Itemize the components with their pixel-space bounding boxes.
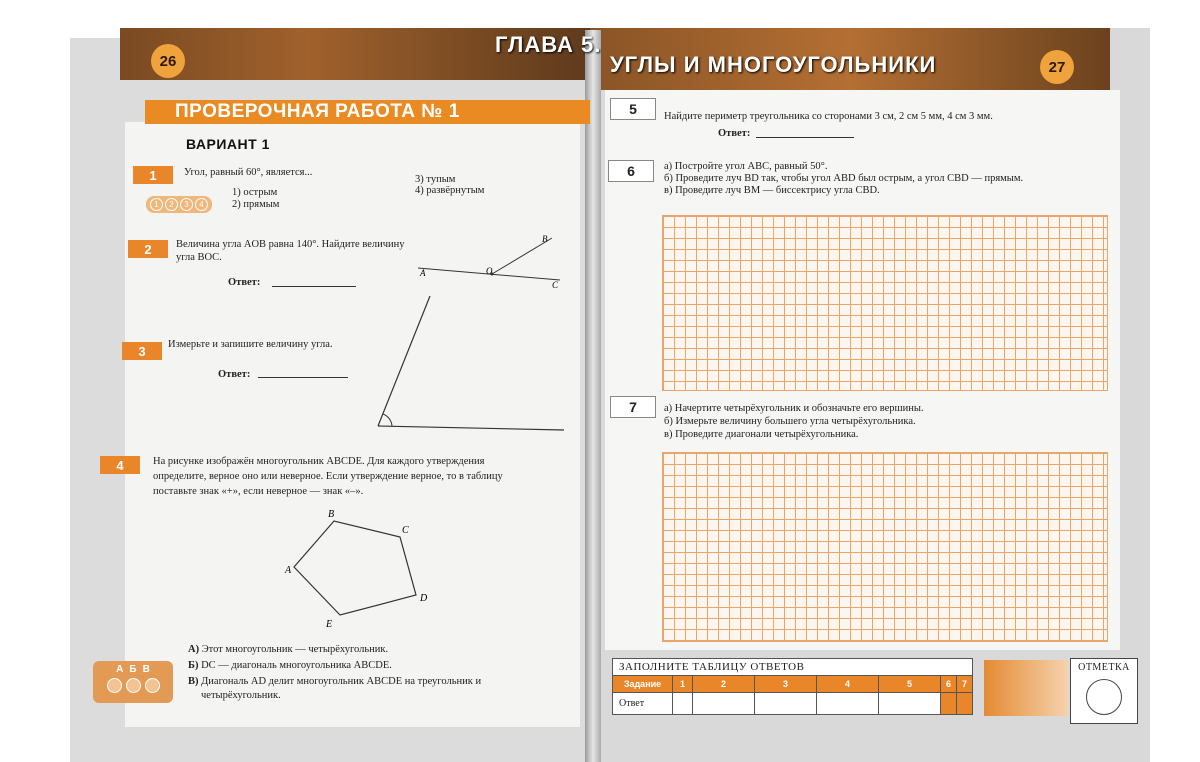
variant-title: ВАРИАНТ 1 (186, 136, 270, 152)
answer-bubble[interactable]: 3 (180, 198, 193, 211)
task-5-answer-label: Ответ: (718, 128, 751, 139)
answer-table-column: 7 (957, 676, 973, 693)
task-3-answer-line[interactable] (258, 377, 348, 378)
task-1-answer-bubbles (146, 196, 212, 213)
vertex-label: D (420, 593, 428, 604)
point-label: A (420, 268, 426, 278)
answer-circle[interactable] (126, 678, 141, 693)
task-7-line-a: а) Начертите четырёхугольник и обозначьте его вершины. (664, 403, 924, 414)
task-6-drawing-grid[interactable] (662, 215, 1108, 391)
task-1-question: Угол, равный 60°, является... (184, 167, 313, 178)
chapter-subtitle: УГЛЫ И МНОГОУГОЛЬНИКИ (610, 52, 937, 77)
task-1-option-1[interactable]: 1) острым (232, 187, 278, 198)
task-3-number: 3 (122, 342, 162, 360)
answer-cell[interactable] (693, 693, 755, 715)
statement-b-text: DC — диагональ многоугольника ABCDE. (201, 660, 392, 671)
grade-box (1070, 658, 1138, 724)
task-4-question-line-3: поставьте знак «+», если неверное — знак «–». (153, 486, 364, 497)
task-3-question: Измерьте и запишите величину угла. (168, 339, 333, 350)
task-3-answer-label: Ответ: (218, 369, 251, 380)
statement-a-label: А) (188, 644, 200, 655)
answer-table-column: 1 (673, 676, 693, 693)
answer-letter: Б (129, 664, 137, 675)
task-4-polygon-figure (280, 505, 440, 630)
vertex-label: E (326, 619, 333, 630)
task-2-answer-line[interactable] (272, 286, 356, 287)
statement-c-label: В) (188, 676, 199, 687)
answer-table-header-label: Задание (613, 676, 673, 693)
book-spine (585, 30, 601, 762)
task-6-line-a: а) Постройте угол ABC, равный 50°. (664, 161, 828, 172)
vertex-label: B (328, 509, 335, 520)
statement-b (188, 659, 392, 672)
point-label: B (542, 234, 548, 244)
answer-cell[interactable] (957, 693, 973, 715)
task-7-line-c: в) Проведите диагонали четырёхугольника. (664, 429, 859, 440)
vertex-label: C (402, 525, 409, 536)
answer-table-column: 3 (755, 676, 817, 693)
answer-cell[interactable] (941, 693, 957, 715)
answer-table-column: 5 (879, 676, 941, 693)
task-2-number: 2 (128, 240, 168, 258)
grade-circle[interactable] (1086, 679, 1122, 715)
task-4-question-line-1: На рисунке изображён многоугольник ABCDE. Для каждого утверждения (153, 456, 485, 467)
statement-c-continued: четырёхугольник. (201, 690, 281, 701)
task-4-question-line-2: определите, верное оно или неверное. Если утверждение верное, то в таблицу (153, 471, 503, 482)
answer-letter: В (142, 664, 150, 675)
answer-table-column: 6 (941, 676, 957, 693)
answer-cell[interactable] (879, 693, 941, 715)
vertex-label: A (285, 565, 292, 576)
answer-bubble[interactable]: 4 (195, 198, 208, 211)
answer-table-title: ЗАПОЛНИТЕ ТАБЛИЦУ ОТВЕТОВ (613, 659, 973, 676)
answer-table (612, 658, 973, 715)
task-5-number: 5 (610, 98, 656, 120)
page-number-right: 27 (1040, 50, 1074, 84)
task-2-question-line-1: Величина угла AOB равна 140°. Найдите величину (176, 239, 405, 250)
answer-table-column: 4 (817, 676, 879, 693)
point-label: C (552, 280, 559, 290)
point-label: O (486, 266, 493, 276)
answer-table-decoration (984, 660, 1068, 716)
task-6-line-c: в) Проведите луч BM — биссектрису угла CBD. (664, 185, 880, 196)
test-banner: ПРОВЕРОЧНАЯ РАБОТА № 1 (145, 100, 590, 124)
task-4-answer-box (93, 661, 173, 703)
task-7-drawing-grid[interactable] (662, 452, 1108, 642)
task-4-number: 4 (100, 456, 140, 474)
answer-letter: А (116, 664, 124, 675)
answer-circle[interactable] (145, 678, 160, 693)
answer-bubble[interactable]: 2 (165, 198, 178, 211)
task-1-option-4[interactable]: 4) развёрнутым (415, 185, 485, 196)
statement-a (188, 643, 388, 656)
task-2-answer-label: Ответ: (228, 277, 261, 288)
statement-b-label: Б) (188, 660, 199, 671)
task-1-number: 1 (133, 166, 173, 184)
page-number-left: 26 (151, 44, 185, 78)
task-2-angle-figure (410, 228, 570, 290)
task-3-angle-figure (370, 290, 570, 440)
answer-circle[interactable] (107, 678, 122, 693)
answer-table-row-label: Ответ (613, 693, 673, 715)
answer-cell[interactable] (817, 693, 879, 715)
grade-label: ОТМЕТКА (1078, 662, 1130, 673)
answer-cell[interactable] (673, 693, 693, 715)
chapter-title: ГЛАВА 5. (495, 32, 602, 57)
answer-cell[interactable] (755, 693, 817, 715)
task-7-number: 7 (610, 396, 656, 418)
task-1-option-2[interactable]: 2) прямым (232, 199, 280, 210)
task-6-number: 6 (608, 160, 654, 182)
statement-a-text: Этот многоугольник — четырёхугольник. (201, 644, 389, 655)
statement-c-text: Диагональ AD делит многоугольник ABCDE на треугольник и (201, 676, 482, 687)
task-2-question-line-2: угла BOC. (176, 252, 222, 263)
answer-bubble[interactable]: 1 (150, 198, 163, 211)
task-7-line-b: б) Измерьте величину большего угла четырёхугольника. (664, 416, 916, 427)
statement-c (188, 675, 481, 688)
task-1-option-3[interactable]: 3) тупым (415, 174, 456, 185)
answer-table-column: 2 (693, 676, 755, 693)
task-5-question: Найдите периметр треугольника со сторонами 3 см, 2 см 5 мм, 4 см 3 мм. (664, 111, 993, 122)
task-5-answer-line[interactable] (756, 137, 854, 138)
task-6-line-b: б) Проведите луч BD так, чтобы угол ABD был острым, а угол CBD — прямым. (664, 173, 1024, 184)
